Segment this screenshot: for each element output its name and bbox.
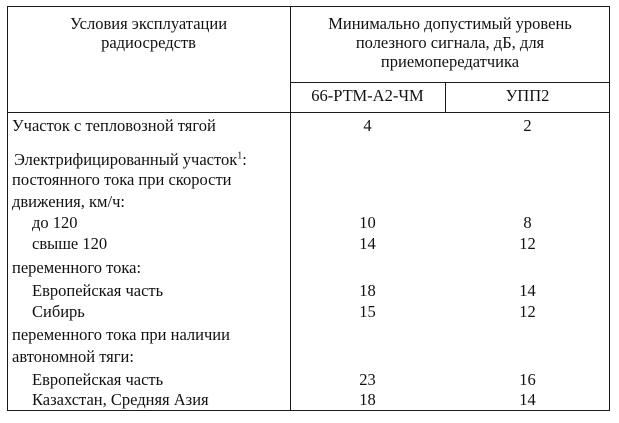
header-bottom-line <box>7 112 610 113</box>
header-col1: 66-РТМ-А2-ЧМ <box>311 86 424 105</box>
row-value-col2: 12 <box>519 302 536 321</box>
header-conditions-line2: радиосредств <box>101 33 196 52</box>
row-value-col1: 4 <box>363 116 372 135</box>
row-label-speed: движения, км/ч: <box>12 192 125 211</box>
row-value-col2: 12 <box>519 234 536 253</box>
row-value-col2: 14 <box>519 281 536 300</box>
row-label-ac-autonomous: переменного тока при наличии <box>12 325 230 344</box>
header-level-line2: полезного сигнала, дБ, для <box>355 33 545 52</box>
row-value-col1: 14 <box>359 234 376 253</box>
row-label-dc: постоянного тока при скорости <box>12 170 232 189</box>
row-value-col2: 14 <box>519 390 536 409</box>
row-value-col2: 8 <box>523 213 532 232</box>
header-subline <box>290 82 610 83</box>
row-label-over120: свыше 120 <box>32 234 108 253</box>
row-label-diesel: Участок с тепловозной тягой <box>12 116 216 135</box>
row-label-electrified: Электрифицированный участок$^1$: <box>14 150 247 169</box>
row-label-ac: переменного тока: <box>12 258 142 277</box>
row-label-europe: Европейская часть <box>32 281 164 300</box>
row-value-col1: 10 <box>359 213 376 232</box>
header-level-line3: приемопередатчика <box>380 52 520 71</box>
header-col2: УПП2 <box>505 86 550 105</box>
row-value-col1: 23 <box>359 370 376 389</box>
row-label-siberia: Сибирь <box>32 302 85 321</box>
row-label-upto120: до 120 <box>32 213 78 232</box>
header-conditions-line1: Условия эксплуатации <box>69 14 228 33</box>
row-label-kazakhstan: Казахстан, Средняя Азия <box>32 390 209 409</box>
footnote-marker: 1 <box>237 150 243 162</box>
row-label-europe-2: Европейская часть <box>32 370 164 389</box>
row-label-autonomous: автономной тяги: <box>12 347 134 366</box>
row-value-col2: 16 <box>519 370 536 389</box>
row-value-col1: 15 <box>359 302 376 321</box>
row-value-col2: 2 <box>523 116 532 135</box>
row-value-col1: 18 <box>359 390 376 409</box>
header-level-line1: Минимально допустимый уровень <box>328 14 572 33</box>
row-value-col1: 18 <box>359 281 376 300</box>
